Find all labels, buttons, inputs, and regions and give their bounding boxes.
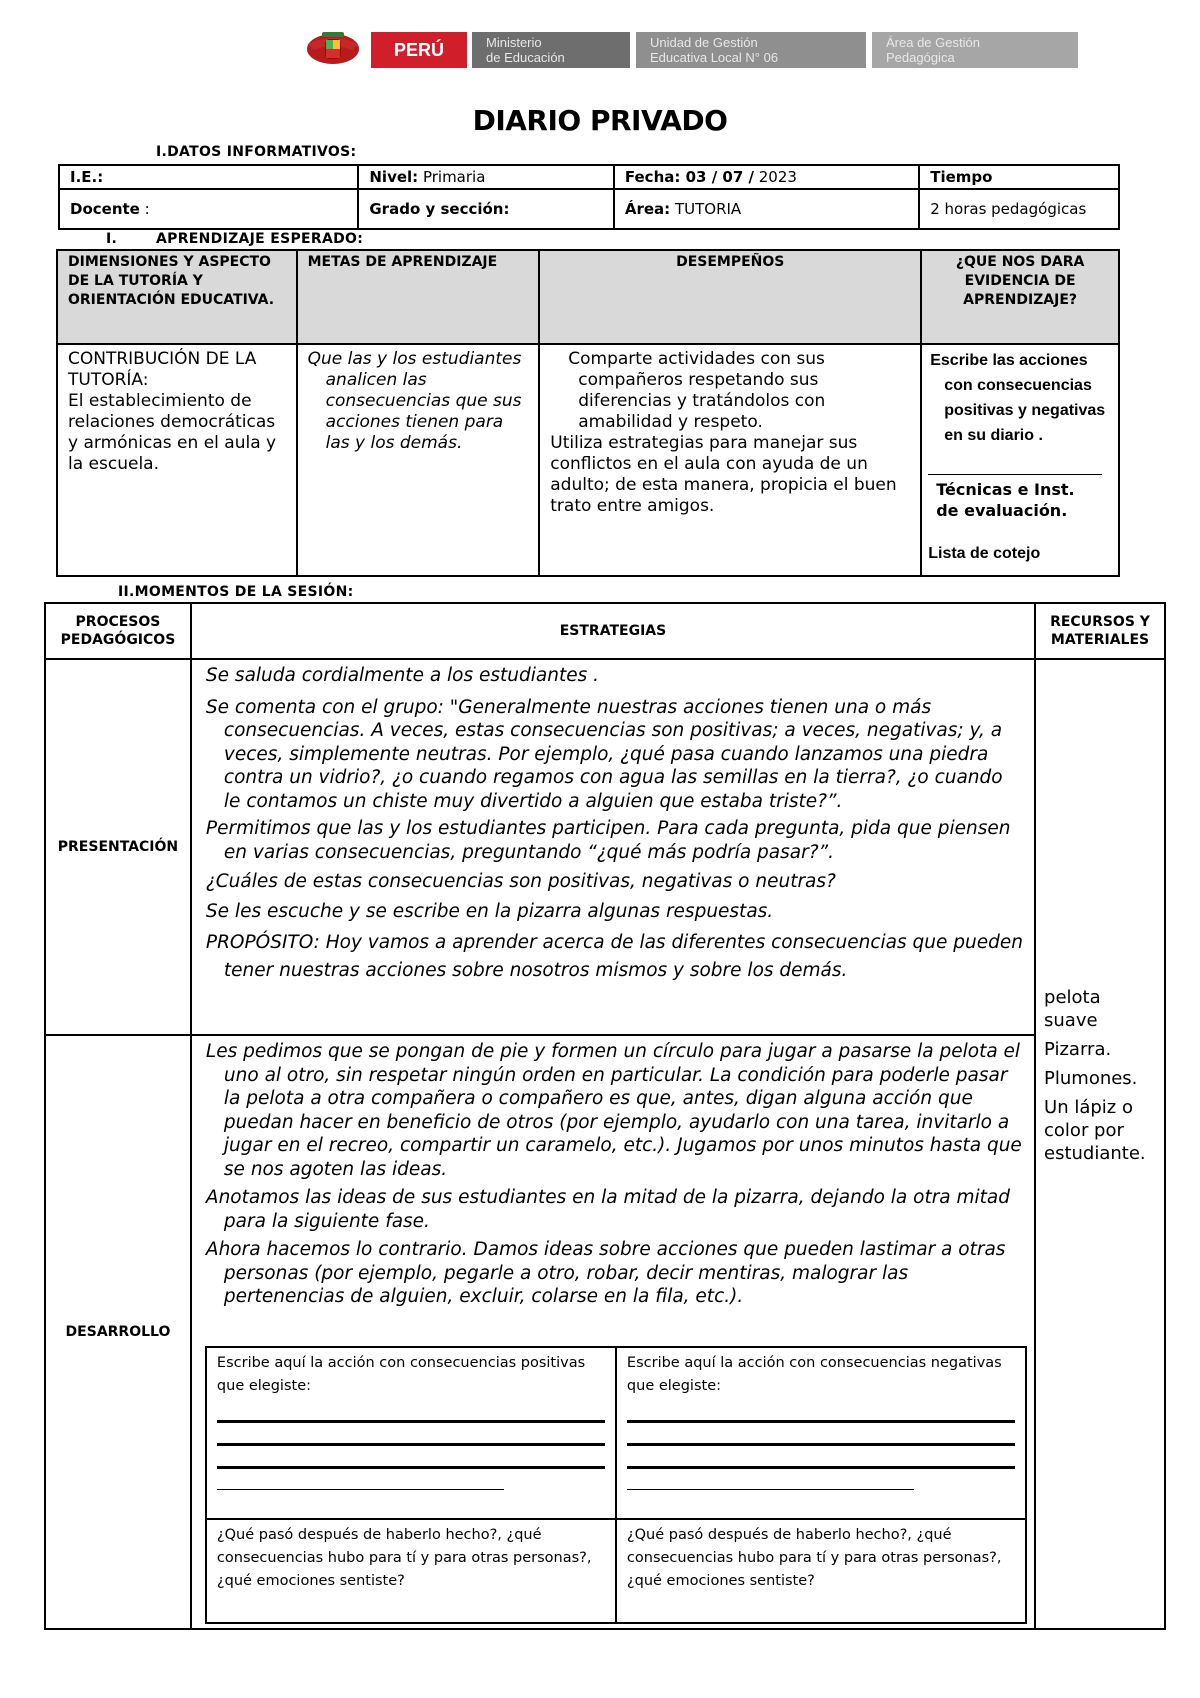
ie-cell xyxy=(59,165,358,189)
area-value: TUTORIA xyxy=(674,200,742,218)
header-recursos: RECURSOS Y MATERIALES xyxy=(1035,603,1165,659)
answer-line xyxy=(627,1466,1015,1469)
answer-line xyxy=(217,1489,504,1490)
answer-line xyxy=(217,1466,605,1469)
peru-label: PERÚ xyxy=(393,39,444,60)
ministerio-box xyxy=(472,32,630,68)
momentos-section-label: II.MOMENTOS DE LA SESIÓN: xyxy=(118,584,354,600)
phase-desarrollo: DESARROLLO xyxy=(45,1035,191,1629)
header-metas: METAS DE APRENDIZAJE xyxy=(297,250,540,344)
worksheet-negative-cell xyxy=(616,1347,1026,1519)
aprendizaje-table xyxy=(56,249,1120,577)
worksheet-positive-prompt: Escribe aquí la acción con consecuencias positivas que elegiste: xyxy=(216,1355,586,1394)
area-cell xyxy=(614,189,919,229)
phase-presentacion: PRESENTACIÓN xyxy=(45,659,191,1035)
fecha-label: Fecha: 03 / 07 / xyxy=(624,168,754,186)
datos-section-label: I.DATOS INFORMATIVOS: xyxy=(156,144,357,160)
presentacion-p3: Permitimos que las y los estudiantes participen. Para cada pregunta, pida que piensen en varias consecuencias, preguntando “¿qué más podría pasar?”. xyxy=(205,818,1011,863)
header-estrategias: ESTRATEGIAS xyxy=(191,603,1035,659)
dimension-title: CONTRIBUCIÓN DE LA TUTORÍA: xyxy=(68,349,257,390)
worksheet-question-left: ¿Qué pasó después de haberlo hecho?, ¿qué consecuencias hubo para tí y para otras personas?, ¿qué emociones sentiste? xyxy=(206,1519,616,1623)
ugel-line-2: Educativa Local N° 06 xyxy=(650,50,779,65)
page-title: DIARIO PRIVADO xyxy=(472,104,728,137)
area-box xyxy=(872,32,1078,68)
tiempo-cell xyxy=(919,165,1119,189)
area-label: Área: xyxy=(624,200,671,218)
answer-line xyxy=(627,1420,1015,1423)
presentacion-p1: Se saluda cordialmente a los estudiantes . xyxy=(205,665,600,686)
grado-label: Grado y sección: xyxy=(369,200,510,218)
docente-cell xyxy=(59,189,358,229)
header-evidencia: ¿QUE NOS DARA EVIDENCIA DE APRENDIZAJE? xyxy=(921,250,1119,344)
tiempo-label: Tiempo xyxy=(930,168,993,186)
worksheet-question-right: ¿Qué pasó después de haberlo hecho?, ¿qué consecuencias hubo para tí y para otras personas?, ¿qué emociones sentiste? xyxy=(616,1519,1026,1623)
dimension-text: El establecimiento de relaciones democráticas y armónicas en el aula y la escuela. xyxy=(68,391,277,474)
header-procesos: PROCESOS PEDAGÓGICOS xyxy=(45,603,191,659)
header-dimensiones: DIMENSIONES Y ASPECTO DE LA TUTORÍA Y ORIENTACIÓN EDUCATIVA. xyxy=(57,250,297,344)
evidencia-text: Escribe las acciones con consecuencias positivas y negativas en su diario . xyxy=(930,352,1106,444)
grado-cell xyxy=(358,189,614,229)
answer-line xyxy=(627,1489,914,1490)
ministerio-line-2: de Educación xyxy=(486,50,565,65)
presentacion-p5: Se les escuche y se escribe en la pizarra algunas respuestas. xyxy=(205,900,774,922)
desarrollo-p2: Anotamos las ideas de sus estudiantes en la mitad de la pizarra, dejando la otra mitad para la siguiente fase. xyxy=(205,1187,1011,1232)
answer-line xyxy=(217,1443,605,1446)
peru-crest-logo xyxy=(300,30,366,68)
desempenos-cell xyxy=(539,344,921,576)
tiempo-value: 2 horas pedagógicas xyxy=(930,200,1087,218)
datos-table xyxy=(58,164,1120,230)
nivel-value: Primaria xyxy=(422,168,486,186)
recurso-lapiz: Un lápiz o color por estudiante. xyxy=(1044,1097,1146,1164)
tiempo-value-cell xyxy=(919,189,1119,229)
dimension-cell xyxy=(57,344,297,576)
header-desempenos: DESEMPEÑOS xyxy=(539,250,921,344)
presentacion-p4: ¿Cuáles de estas consecuencias son positivas, negativas o neutras? xyxy=(205,871,836,892)
docente-label: Docente xyxy=(70,200,140,218)
worksheet-table xyxy=(205,1346,1027,1624)
nivel-cell xyxy=(358,165,614,189)
peru-brand-box xyxy=(371,32,467,68)
answer-line xyxy=(627,1443,1015,1446)
desempeno-1: Comparte actividades con sus compañeros respetando sus diferencias y tratándolos con amabilidad y respeto. xyxy=(568,349,826,432)
ugel-box xyxy=(636,32,866,68)
desarrollo-strategies xyxy=(191,1035,1035,1629)
ministerio-line-1: Ministerio xyxy=(486,35,542,50)
aprendizaje-section-label: APRENDIZAJE ESPERADO: xyxy=(156,231,364,247)
answer-line xyxy=(217,1420,605,1423)
presentacion-strategies xyxy=(191,659,1035,1035)
ie-label: I.E.: xyxy=(70,168,104,186)
metas-text: Que las y los estudiantes analicen las consecuencias que sus acciones tienen para las y los demás. xyxy=(307,349,522,453)
ugel-line-1: Unidad de Gestión xyxy=(650,35,758,50)
worksheet-positive-cell xyxy=(206,1347,616,1519)
recursos-cell xyxy=(1035,659,1165,1629)
evidencia-cell xyxy=(921,344,1119,576)
metas-cell xyxy=(297,344,540,576)
worksheet-negative-prompt: Escribe aquí la acción con consecuencias negativas que elegiste: xyxy=(626,1355,1002,1394)
recurso-pizarra: Pizarra. xyxy=(1044,1039,1112,1060)
desarrollo-p3: Ahora hacemos lo contrario. Damos ideas sobre acciones que pueden lastimar a otras personas (por ejemplo, pegarle a otro, robar, decir mentiras, malograr las pertenencias de alguien, excluir, colarse en la fila, etc.). xyxy=(205,1239,1006,1307)
desempeno-2: Utiliza estrategias para manejar sus conflictos en el aula con ayuda de un adulto; de esta manera, propicia el buen trato entre amigos. xyxy=(550,433,897,516)
presentacion-proposito: PROPÓSITO: Hoy vamos a aprender acerca de las diferentes consecuencias que pueden tener nuestras acciones sobre nosotros mismos y sobre los demás. xyxy=(205,932,1023,981)
recurso-plumones: Plumones. xyxy=(1044,1068,1138,1089)
area-line-1: Área de Gestión xyxy=(886,35,980,50)
presentacion-p2: Se comenta con el grupo: "Generalmente nuestras acciones tienen una o más consecuencias. A veces, estas consecuencias son positivas; a veces, negativas; y, a veces, simplemente neutras. Por ejemplo, ¿qué pasa cuando lanzamos una piedra contra un vidrio?, ¿o cuando regamos con agua las semillas en la tierra?, ¿o cuando le contamos un chiste muy divertido a alguien que estaba triste?”. xyxy=(205,696,1003,812)
area-line-2: Pedagógica xyxy=(886,50,955,65)
desarrollo-p1: Les pedimos que se pongan de pie y formen un círculo para jugar a pasarse la pelota el uno al otro, sin respetar ningún orden en particular. La condición para poderle pasar la pelota a otra compañera o compañero es que, antes, digan alguna acción que puedan hacer en beneficio de otros (por ejemplo, ayudarlo con una tarea, invitarlo a jugar en el recreo, compartir un caramelo, etc.). Jugamos por unos minutos hasta que se nos agoten las ideas. xyxy=(205,1041,1022,1180)
tecnicas-text: Técnicas e Inst. de evaluación. xyxy=(928,474,1102,521)
recurso-pelota: pelota suave xyxy=(1044,987,1101,1031)
fecha-year: 2023 xyxy=(758,168,797,186)
nivel-label: Nivel: xyxy=(369,168,419,186)
lista-cotejo: Lista de cotejo xyxy=(928,545,1041,562)
fecha-cell xyxy=(614,165,919,189)
aprendizaje-section-number: I. xyxy=(106,231,118,247)
docente-colon: : xyxy=(144,200,150,218)
momentos-table xyxy=(44,602,1166,1630)
